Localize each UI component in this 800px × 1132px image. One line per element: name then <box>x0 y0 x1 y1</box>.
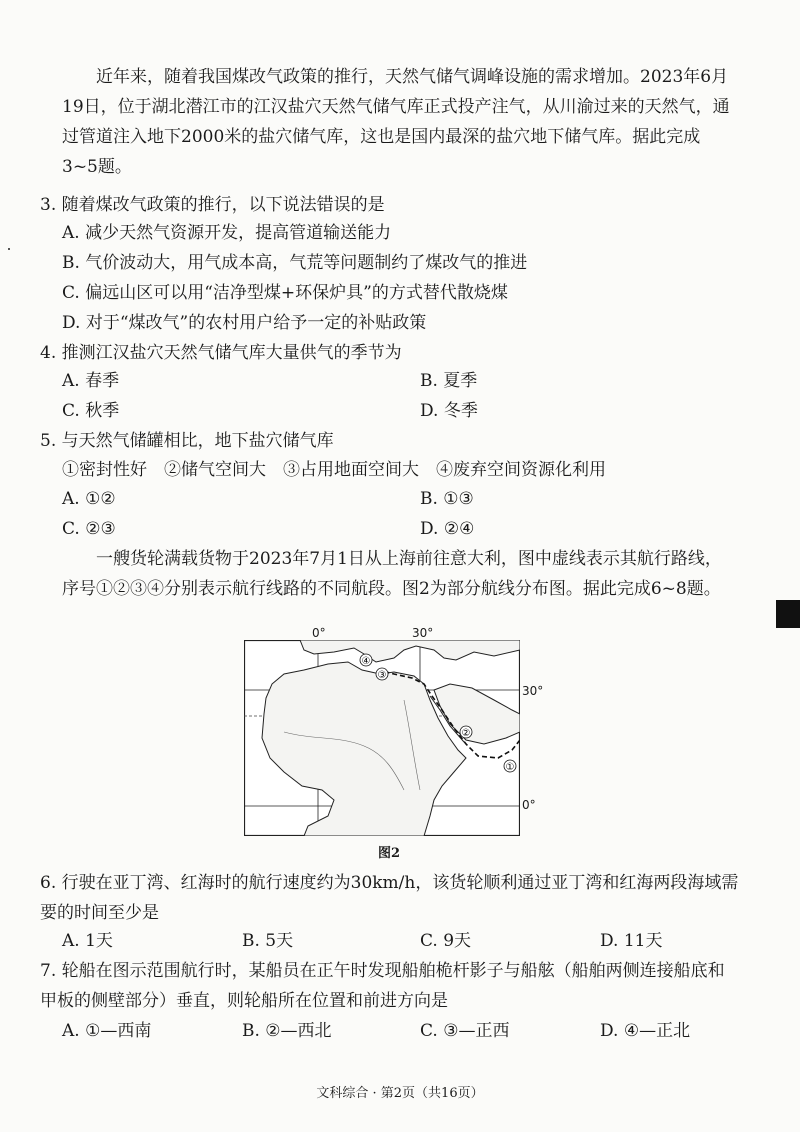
route-marker-4 <box>360 654 372 667</box>
q3-option-a: A. 减少天然气资源开发，提高管道输送能力 <box>62 223 392 243</box>
question-6-stem: 6. 行驶在亚丁湾、红海时的航行速度约为30km/h，该货轮顺利通过亚丁湾和红海两段海域需要的时间至少是 <box>40 873 739 923</box>
route-marker-2 <box>460 726 472 739</box>
route-marker-3-label: ③ <box>377 670 387 681</box>
scan-speck <box>8 248 10 250</box>
intro-passage-1: 近年来，随着我国煤改气政策的推行，天然气储气调峰设施的需求增加。2023年6月19日，位于湖北潜江市的江汉盐穴天然气储气库正式投产注气，从川渝过来的天然气，通过管道注入地下2000米的盐穴储气库，这也是国内最深的盐穴地下储气库。据此完成3~5题。 <box>62 67 730 177</box>
page-footer: 文科综合 · 第2页（共16页） <box>316 1086 484 1101</box>
route-marker-1 <box>504 760 516 773</box>
q4-option-a: A. 春季 <box>62 371 120 391</box>
figure-caption: 图2 <box>378 846 401 861</box>
q5-option-c: C. ②③ <box>62 519 116 539</box>
q3-option-c: C. 偏远山区可以用“洁净型煤+环保炉具”的方式替代散烧煤 <box>62 283 508 303</box>
route-marker-2-label: ② <box>461 728 471 739</box>
question-3-stem: 3. 随着煤改气政策的推行，以下说法错误的是 <box>40 195 385 215</box>
q7-option-a: A. ①—西南 <box>62 1021 152 1041</box>
edge-tab-marker <box>776 600 800 628</box>
q5-choices: ①密封性好 ②储气空间大 ③占用地面空间大 ④废弃空间资源化利用 <box>62 460 606 480</box>
lon-label-0 <box>314 640 327 641</box>
q5-option-a: A. ①② <box>62 489 116 509</box>
q5-option-b: B. ①③ <box>420 489 474 509</box>
q3-option-b: B. 气价波动大，用气成本高，气荒等问题制约了煤改气的推进 <box>62 253 528 273</box>
q6-option-c: C. 9天 <box>420 931 472 951</box>
q4-option-d: D. 冬季 <box>420 401 478 421</box>
q6-option-d: D. 11天 <box>600 931 663 951</box>
lon-label-0: 0° <box>312 626 326 640</box>
lon-label-30: 30° <box>412 626 434 640</box>
route-marker-4-label: ④ <box>361 656 371 667</box>
lat-label-0: 0° <box>522 798 536 812</box>
route-marker-1-label: ① <box>505 762 515 773</box>
question-5-stem: 5. 与天然气储罐相比，地下盐穴储气库 <box>40 431 334 451</box>
q3-option-d: D. 对于“煤改气”的农村用户给予一定的补贴政策 <box>62 313 427 333</box>
q6-option-a: A. 1天 <box>62 931 113 951</box>
lat-label-30: 30° <box>522 684 544 698</box>
q7-option-b: B. ②—西北 <box>242 1021 332 1041</box>
question-7-stem: 7. 轮船在图示范围航行时，某船员在正午时发现船舶桅杆影子与船舷（船舶两侧连接船底和甲板的侧壁部分）垂直，则轮船所在位置和前进方向是 <box>40 961 725 1011</box>
route-map-figure <box>244 640 520 836</box>
route-marker-3 <box>376 668 388 681</box>
q4-option-b: B. 夏季 <box>420 371 478 391</box>
q5-option-d: D. ②④ <box>420 519 475 539</box>
q6-option-b: B. 5天 <box>242 931 294 951</box>
q4-option-c: C. 秋季 <box>62 401 120 421</box>
intro-passage-2: 一艘货轮满载货物于2023年7月1日从上海前往意大利，图中虚线表示其航行路线，序号①②③④分别表示航行线路的不同航段。图2为部分航线分布图。据此完成6~8题。 <box>62 549 722 599</box>
question-4-stem: 4. 推测江汉盐穴天然气储气库大量供气的季节为 <box>40 343 402 363</box>
q7-option-d: D. ④—正北 <box>600 1021 691 1041</box>
q7-option-c: C. ③—正西 <box>420 1021 510 1041</box>
